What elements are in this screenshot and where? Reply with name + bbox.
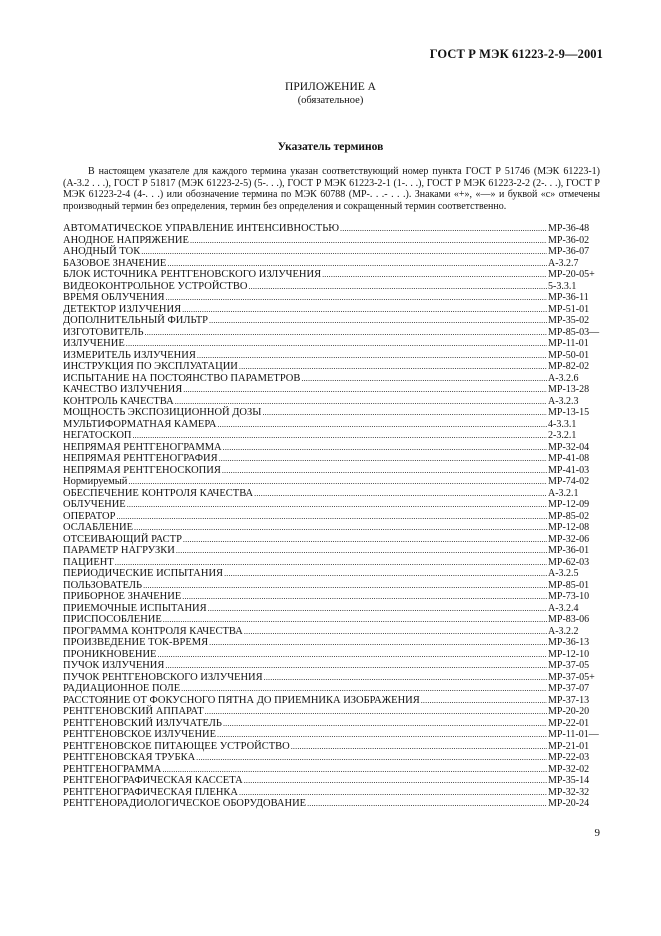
term-row (63, 649, 600, 661)
term-reference: МР-37-05+ (548, 671, 595, 683)
term-name: ОСЛАБЛЕНИЕ (63, 522, 134, 533)
term-name: МУЛЬТИФОРМАТНАЯ КАМЕРА (63, 418, 217, 430)
term-row (63, 292, 600, 304)
dot-leader (162, 764, 547, 776)
index-title: Указатель терминов (277, 141, 384, 153)
term-reference: МР-37-13 (548, 694, 590, 706)
term-reference: МР-37-07 (548, 683, 590, 694)
dot-leader (182, 591, 547, 603)
term-name: ИЗГОТОВИТЕЛЬ (63, 326, 144, 338)
dot-leader (217, 729, 547, 741)
term-row (63, 522, 600, 534)
term-name: РЕНТГЕНОВСКОЕ ИЗЛУЧЕНИЕ (63, 729, 217, 740)
dot-leader (127, 499, 547, 511)
term-reference: МР-12-08 (548, 522, 590, 533)
term-name: НЕГАТОСКОП (63, 430, 132, 441)
term-name: БЛОК ИСТОЧНИКА РЕНТГЕНОВСКОГО ИЗЛУЧЕНИЯ (63, 269, 322, 280)
term-name: РЕНТГЕНОРАДИОЛОГИЧЕСКОЕ ОБОРУДОВАНИЕ (63, 798, 307, 809)
term-row (63, 798, 600, 810)
dot-leader (262, 407, 547, 419)
dot-leader (190, 235, 547, 247)
term-reference: МР-82-02 (548, 361, 590, 372)
term-reference: МР-36-01 (548, 545, 590, 556)
term-reference: МР-11-01— (548, 729, 599, 740)
term-name: НЕПРЯМАЯ РЕНТГЕНОГРАФИЯ (63, 453, 218, 464)
term-row (63, 672, 600, 684)
term-name: Нормируемый (63, 476, 128, 487)
term-reference: МР-36-11 (548, 292, 589, 303)
term-reference: МР-22-03 (548, 752, 590, 763)
term-row (63, 350, 600, 362)
term-name: ПРОИЗВЕДЕНИЕ ТОК-ВРЕМЯ (63, 637, 209, 648)
term-name: РАССТОЯНИЕ ОТ ФОКУСНОГО ПЯТНА ДО ПРИЕМНИКА ИЗОБРАЖЕНИЯ (63, 694, 420, 706)
dot-leader (219, 453, 547, 465)
term-reference: МР-36-13 (548, 637, 590, 648)
term-row (63, 591, 600, 603)
page-number: 9 (594, 827, 600, 839)
dot-leader (205, 706, 547, 718)
dot-leader (167, 258, 547, 270)
term-name: ВРЕМЯ ОБЛУЧЕНИЯ (63, 292, 165, 303)
term-reference: МР-32-04 (548, 441, 590, 453)
term-row (63, 637, 600, 649)
dot-leader (217, 419, 547, 431)
dot-leader (340, 223, 547, 235)
dot-leader (239, 361, 547, 373)
term-row (63, 660, 600, 672)
term-row (63, 545, 600, 557)
dot-leader (421, 695, 547, 707)
dot-leader (128, 476, 547, 488)
dot-leader (208, 603, 547, 615)
term-row (63, 338, 600, 350)
term-name: ДЕТЕКТОР ИЗЛУЧЕНИЯ (63, 303, 182, 315)
term-reference: МР-83-06 (548, 614, 590, 625)
appendix-title: ПРИЛОЖЕНИЕ А (285, 81, 376, 93)
term-name: ИНСТРУКЦИЯ ПО ЭКСПЛУАТАЦИИ (63, 361, 238, 372)
term-row (63, 430, 600, 442)
dot-leader (239, 787, 547, 799)
term-row (63, 384, 600, 396)
term-row (63, 373, 600, 385)
dot-leader (244, 626, 547, 638)
term-name: ВИДЕОКОНТРОЛЬНОЕ УСТРОЙСТВО (63, 280, 248, 292)
term-reference: МР-20-05+ (548, 269, 595, 280)
dot-leader (143, 580, 547, 592)
term-name: РЕНТГЕНОГРАФИЧЕСКАЯ КАССЕТА (63, 775, 243, 786)
term-reference: МР-85-01 (548, 579, 590, 591)
dot-leader (181, 683, 547, 695)
term-reference: МР-41-03 (548, 464, 590, 476)
dot-leader (157, 649, 547, 661)
term-name: ОТСЕИВАЮЩИЙ РАСТР (63, 533, 182, 545)
term-reference: МР-12-09 (548, 499, 590, 510)
term-reference: А-3.2.1 (548, 487, 579, 499)
term-row (63, 453, 600, 465)
term-row (63, 407, 600, 419)
term-name: ИЗМЕРИТЕЛЬ ИЗЛУЧЕНИЯ (63, 349, 196, 361)
dot-leader (254, 488, 547, 500)
term-reference: А-3.2.6 (548, 372, 579, 384)
dot-leader (223, 718, 547, 730)
term-name: ПУЧОК РЕНТГЕНОВСКОГО ИЗЛУЧЕНИЯ (63, 671, 263, 683)
term-reference: МР-35-14 (548, 775, 590, 786)
term-name: ПАРАМЕТР НАГРУЗКИ (63, 545, 175, 556)
term-reference: МР-36-07 (548, 246, 590, 257)
term-name: АВТОМАТИЧЕСКОЕ УПРАВЛЕНИЕ ИНТЕНСИВНОСТЬЮ (63, 223, 340, 234)
term-name: ПУЧОК ИЗЛУЧЕНИЯ (63, 660, 165, 671)
term-reference: 4-3.3.1 (548, 418, 577, 430)
term-reference: МР-32-06 (548, 533, 590, 545)
dot-leader (264, 672, 547, 684)
dot-leader (165, 660, 547, 672)
term-reference: МР-62-03 (548, 556, 590, 568)
dot-leader (166, 292, 547, 304)
term-name: РЕНТГЕНОВСКОЕ ПИТАЮЩЕЕ УСТРОЙСТВО (63, 740, 290, 752)
term-name: ПЕРИОДИЧЕСКИЕ ИСПЫТАНИЯ (63, 568, 224, 579)
term-row (63, 315, 600, 327)
term-reference: МР-85-03— (548, 326, 600, 338)
dot-leader (175, 396, 547, 408)
dot-leader (209, 637, 547, 649)
dot-leader (126, 338, 547, 350)
term-name: ОПЕРАТОР (63, 510, 116, 522)
term-row (63, 534, 600, 546)
term-row (63, 235, 600, 247)
dot-leader (291, 741, 547, 753)
term-row (63, 580, 600, 592)
term-name: ОБЛУЧЕНИЕ (63, 499, 126, 510)
term-reference: МР-22-01 (548, 717, 590, 729)
dot-leader (322, 269, 547, 281)
dot-leader (115, 557, 547, 569)
term-name: ДОПОЛНИТЕЛЬНЫЙ ФИЛЬТР (63, 315, 208, 326)
term-reference: МР-35-02 (548, 315, 590, 326)
dot-leader (224, 568, 547, 580)
term-name: РАДИАЦИОННОЕ ПОЛЕ (63, 683, 181, 694)
dot-leader (196, 752, 547, 764)
dot-leader (223, 442, 547, 454)
dot-leader (222, 465, 547, 477)
term-row (63, 269, 600, 281)
term-name: РЕНТГЕНОВСКИЙ ИЗЛУЧАТЕЛЬ (63, 717, 222, 729)
term-reference: 2-3.2.1 (548, 430, 577, 441)
term-reference: МР-41-08 (548, 453, 590, 464)
term-name: РЕНТГЕНОГРАФИЧЕСКАЯ ПЛЕНКА (63, 786, 239, 798)
term-name: НЕПРЯМАЯ РЕНТГЕНОГРАММА (63, 441, 222, 453)
dot-leader (248, 281, 547, 293)
dot-leader (307, 798, 547, 810)
term-row (63, 281, 600, 293)
term-reference: МР-36-48 (548, 223, 590, 234)
term-row (63, 488, 600, 500)
term-reference: А-3.2.4 (548, 602, 579, 614)
term-row (63, 511, 600, 523)
term-row (63, 327, 600, 339)
dot-leader (182, 304, 547, 316)
dot-leader (176, 545, 547, 557)
term-reference: МР-51-01 (548, 303, 590, 315)
term-row (63, 787, 600, 799)
term-name: НЕПРЯМАЯ РЕНТГЕНОСКОПИЯ (63, 464, 221, 476)
dot-leader (141, 246, 547, 258)
term-name: ПОЛЬЗОВАТЕЛЬ (63, 579, 143, 591)
term-row (63, 603, 600, 615)
term-row (63, 741, 600, 753)
term-row (63, 419, 600, 431)
term-name: РЕНТГЕНОГРАММА (63, 763, 162, 775)
dot-leader (134, 522, 547, 534)
term-row (63, 626, 600, 638)
term-name: ПРОГРАММА КОНТРОЛЯ КАЧЕСТВА (63, 625, 243, 637)
term-reference: МР-12-10 (548, 648, 590, 660)
term-reference: А-3.2.3 (548, 395, 579, 407)
term-row (63, 499, 600, 511)
terms-list (63, 223, 600, 810)
dot-leader (145, 327, 547, 339)
intro-paragraph: В настоящем указателе для каждого термина указан соответствующий номер пункта ГОСТ Р 51746 (МЭК 61223-1) (А-3.2 . . .), ГОСТ Р 51817 (МЭК 61223-2-5) (5-. . .), ГОСТ Р МЭК 61223-2-1 (1-. . .), ГОСТ Р МЭК 61223-2-2 (2-. . .), ГОСТ Р МЭК 61223-2-4 (4-. . .) или обозначение термина по МЭК 60788 (МР-. . .- . . .). Знаками «+», «—» и буквой «с» отмечены производный термин без определения, термин без определения и сокращенный термин соответственно. (63, 166, 600, 212)
term-reference: МР-21-01 (548, 740, 590, 752)
term-row (63, 258, 600, 270)
term-row (63, 396, 600, 408)
term-name: ИЗЛУЧЕНИЕ (63, 338, 125, 349)
term-name: МОЩНОСТЬ ЭКСПОЗИЦИОННОЙ ДОЗЫ (63, 407, 262, 418)
term-reference: МР-13-15 (548, 407, 590, 418)
term-row (63, 223, 600, 235)
term-reference: 5-3.3.1 (548, 280, 577, 292)
term-row (63, 775, 600, 787)
term-row (63, 706, 600, 718)
term-row (63, 683, 600, 695)
term-reference: А-3.2.5 (548, 568, 579, 579)
dot-leader (209, 315, 547, 327)
term-row (63, 614, 600, 626)
term-name: БАЗОВОЕ ЗНАЧЕНИЕ (63, 257, 167, 269)
term-row (63, 729, 600, 741)
term-row (63, 752, 600, 764)
term-row (63, 557, 600, 569)
term-reference: МР-32-32 (548, 786, 590, 798)
dot-leader (301, 373, 547, 385)
term-row (63, 695, 600, 707)
term-name: РЕНТГЕНОВСКИЙ АППАРАТ (63, 706, 204, 717)
term-row (63, 246, 600, 258)
dot-leader (116, 511, 547, 523)
term-row (63, 764, 600, 776)
term-name: КАЧЕСТВО ИЗЛУЧЕНИЯ (63, 384, 183, 395)
term-reference: МР-32-02 (548, 763, 590, 775)
term-row (63, 304, 600, 316)
term-reference: МР-13-28 (548, 384, 590, 395)
term-reference: МР-37-05 (548, 660, 590, 671)
term-reference: МР-11-01 (548, 338, 589, 349)
standard-header: ГОСТ Р МЭК 61223-2-9—2001 (429, 47, 603, 61)
dot-leader (183, 384, 547, 396)
term-reference: МР-50-01 (548, 349, 590, 361)
dot-leader (132, 430, 547, 442)
term-name: АНОДНЫЙ ТОК (63, 246, 141, 257)
term-name: ОБЕСПЕЧЕНИЕ КОНТРОЛЯ КАЧЕСТВА (63, 487, 254, 499)
term-reference: МР-74-02 (548, 476, 590, 487)
dot-leader (183, 534, 547, 546)
term-row (63, 568, 600, 580)
appendix-subtitle: (обязательное) (297, 95, 364, 106)
dot-leader (197, 350, 547, 362)
dot-leader (244, 775, 547, 787)
term-name: ПРОНИКНОВЕНИЕ (63, 648, 157, 660)
term-name: ПАЦИЕНТ (63, 556, 114, 568)
term-row (63, 465, 600, 477)
term-reference: А-3.2.2 (548, 625, 579, 637)
term-reference: МР-20-24 (548, 798, 590, 809)
term-name: ПРИЕМОЧНЫЕ ИСПЫТАНИЯ (63, 602, 207, 614)
term-reference: А-3.2.7 (548, 257, 579, 269)
term-row (63, 476, 600, 488)
term-row (63, 361, 600, 373)
term-reference: МР-36-02 (548, 234, 590, 246)
term-name: АНОДНОЕ НАПРЯЖЕНИЕ (63, 234, 189, 246)
term-name: ПРИСПОСОБЛЕНИЕ (63, 614, 162, 625)
dot-leader (163, 614, 547, 626)
term-reference: МР-85-02 (548, 510, 590, 522)
term-name: ИСПЫТАНИЕ НА ПОСТОЯНСТВО ПАРАМЕТРОВ (63, 372, 301, 384)
term-name: КОНТРОЛЬ КАЧЕСТВА (63, 395, 174, 407)
term-name: РЕНТГЕНОВСКАЯ ТРУБКА (63, 752, 196, 763)
term-reference: МР-20-20 (548, 706, 590, 717)
term-row (63, 718, 600, 730)
term-name: ПРИБОРНОЕ ЗНАЧЕНИЕ (63, 591, 182, 602)
term-reference: МР-73-10 (548, 591, 590, 602)
term-row (63, 442, 600, 454)
